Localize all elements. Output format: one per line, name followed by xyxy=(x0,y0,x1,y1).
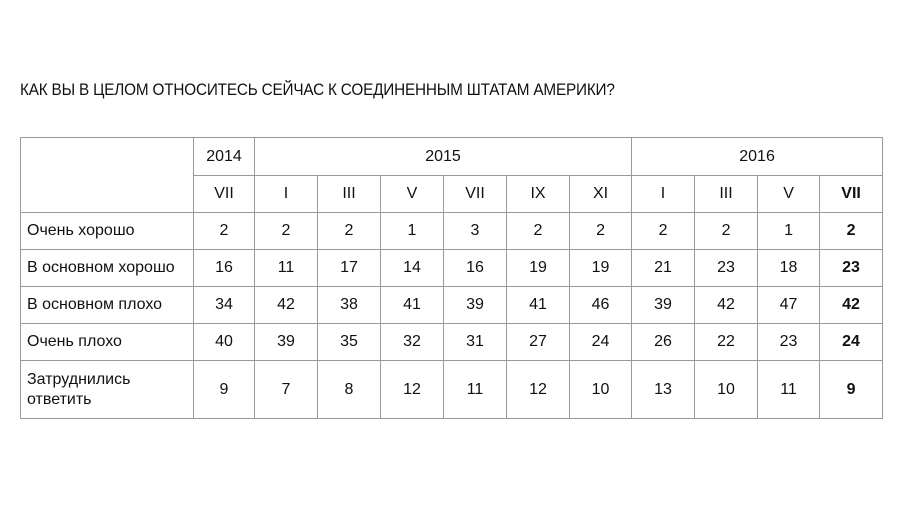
value-cell: 46 xyxy=(570,287,632,324)
value-cell: 12 xyxy=(381,361,444,419)
table-row xyxy=(21,324,883,361)
value-cell: 40 xyxy=(194,324,255,361)
value-cell: 38 xyxy=(318,287,381,324)
value-cell: 41 xyxy=(507,287,570,324)
value-cell: 21 xyxy=(632,250,695,287)
value-cell: 24 xyxy=(570,324,632,361)
table-row xyxy=(21,213,883,250)
value-cell: 9 xyxy=(820,361,883,419)
value-cell: 11 xyxy=(758,361,820,419)
value-cell: 23 xyxy=(695,250,758,287)
value-cell: 7 xyxy=(255,361,318,419)
table-row xyxy=(21,250,883,287)
value-cell: 19 xyxy=(507,250,570,287)
value-cell: 35 xyxy=(318,324,381,361)
row-label: В основном плохо xyxy=(21,287,194,324)
value-cell: 10 xyxy=(570,361,632,419)
year-header-2014: 2014 xyxy=(194,138,255,176)
value-cell: 3 xyxy=(444,213,507,250)
value-cell: 2 xyxy=(632,213,695,250)
value-cell: 27 xyxy=(507,324,570,361)
value-cell: 23 xyxy=(758,324,820,361)
value-cell: 2 xyxy=(507,213,570,250)
month-header: VII xyxy=(820,176,883,213)
value-cell: 31 xyxy=(444,324,507,361)
table-title: КАК ВЫ В ЦЕЛОМ ОТНОСИТЕСЬ СЕЙЧАС К СОЕДИНЕННЫМ ШТАТАМ АМЕРИКИ? xyxy=(20,80,615,99)
month-header: I xyxy=(255,176,318,213)
value-cell: 12 xyxy=(507,361,570,419)
corner-cell xyxy=(21,138,194,213)
value-cell: 2 xyxy=(255,213,318,250)
month-header: VII xyxy=(194,176,255,213)
value-cell: 39 xyxy=(632,287,695,324)
month-header: V xyxy=(381,176,444,213)
value-cell: 2 xyxy=(695,213,758,250)
value-cell: 1 xyxy=(381,213,444,250)
month-header: III xyxy=(695,176,758,213)
table-row xyxy=(21,287,883,324)
month-header: XI xyxy=(570,176,632,213)
value-cell: 2 xyxy=(194,213,255,250)
year-header-2016: 2016 xyxy=(632,138,883,176)
data-table xyxy=(20,137,883,419)
month-header: IX xyxy=(507,176,570,213)
year-header-2015: 2015 xyxy=(255,138,632,176)
year-header-row xyxy=(21,138,883,176)
value-cell: 1 xyxy=(758,213,820,250)
value-cell: 32 xyxy=(381,324,444,361)
value-cell: 8 xyxy=(318,361,381,419)
row-label: Затруднились ответить xyxy=(21,361,194,419)
month-header: V xyxy=(758,176,820,213)
value-cell: 42 xyxy=(255,287,318,324)
value-cell: 14 xyxy=(381,250,444,287)
value-cell: 16 xyxy=(194,250,255,287)
value-cell: 17 xyxy=(318,250,381,287)
month-header: III xyxy=(318,176,381,213)
value-cell: 11 xyxy=(255,250,318,287)
value-cell: 9 xyxy=(194,361,255,419)
table-row xyxy=(21,361,883,419)
value-cell: 39 xyxy=(444,287,507,324)
value-cell: 39 xyxy=(255,324,318,361)
value-cell: 42 xyxy=(695,287,758,324)
value-cell: 19 xyxy=(570,250,632,287)
value-cell: 42 xyxy=(820,287,883,324)
value-cell: 16 xyxy=(444,250,507,287)
value-cell: 23 xyxy=(820,250,883,287)
value-cell: 13 xyxy=(632,361,695,419)
value-cell: 41 xyxy=(381,287,444,324)
value-cell: 18 xyxy=(758,250,820,287)
value-cell: 47 xyxy=(758,287,820,324)
value-cell: 24 xyxy=(820,324,883,361)
value-cell: 26 xyxy=(632,324,695,361)
month-header: I xyxy=(632,176,695,213)
row-label: Очень плохо xyxy=(21,324,194,361)
value-cell: 22 xyxy=(695,324,758,361)
row-label: Очень хорошо xyxy=(21,213,194,250)
value-cell: 34 xyxy=(194,287,255,324)
value-cell: 11 xyxy=(444,361,507,419)
value-cell: 10 xyxy=(695,361,758,419)
row-label: В основном хорошо xyxy=(21,250,194,287)
month-header: VII xyxy=(444,176,507,213)
value-cell: 2 xyxy=(318,213,381,250)
value-cell: 2 xyxy=(820,213,883,250)
value-cell: 2 xyxy=(570,213,632,250)
